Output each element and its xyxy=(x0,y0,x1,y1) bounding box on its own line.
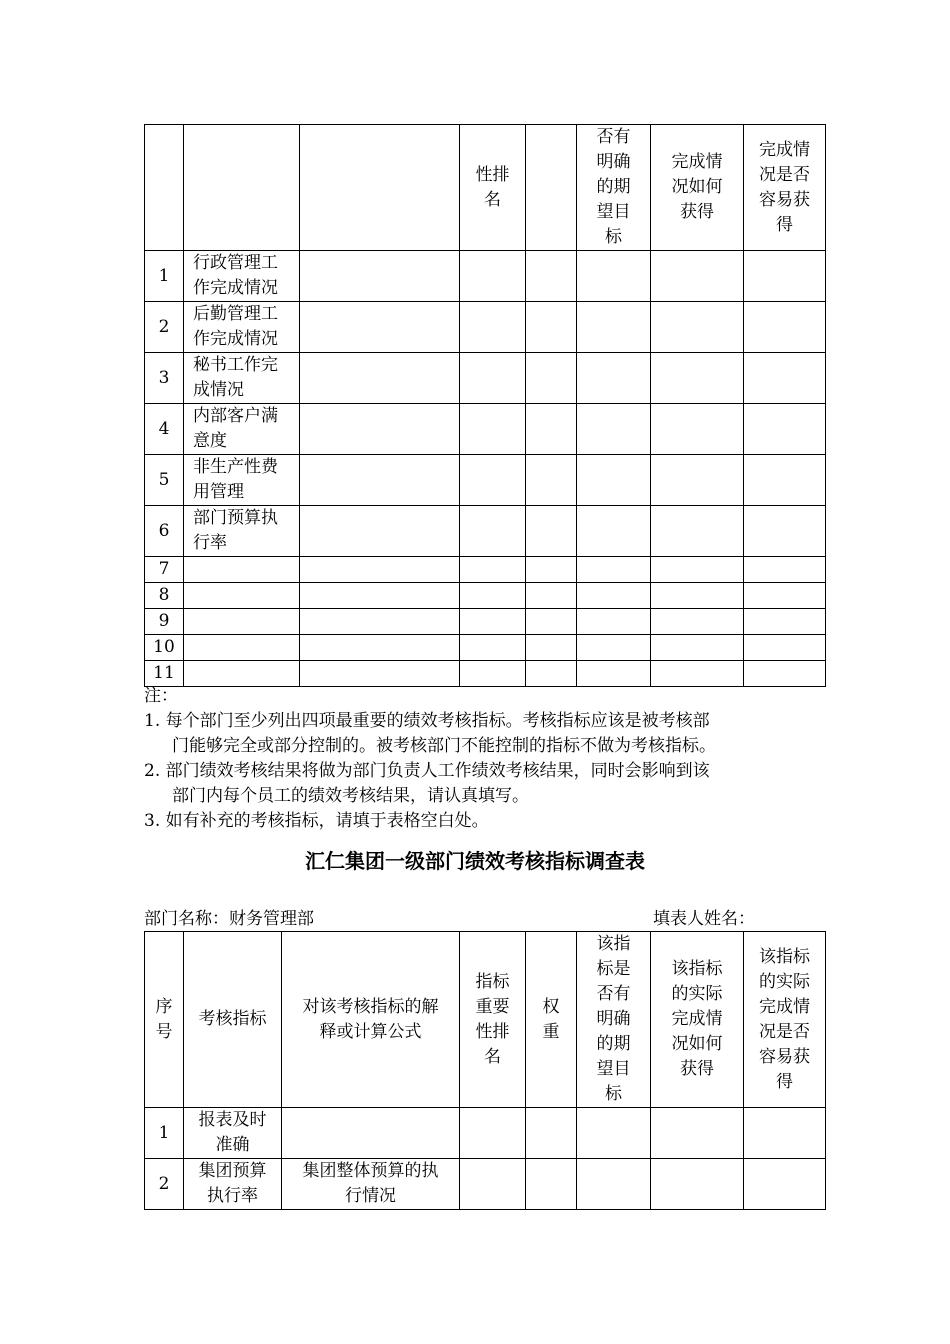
empty-cell xyxy=(526,1159,577,1210)
empty-cell xyxy=(651,557,744,583)
empty-cell xyxy=(300,661,460,687)
note-3: 3. 如有补充的考核指标，请填于表格空白处。 xyxy=(144,811,489,831)
empty-cell xyxy=(526,609,577,635)
empty-cell xyxy=(577,302,651,353)
table-row xyxy=(145,251,826,302)
note-2-line-1: 2. 部门绩效考核结果将做为部门负责人工作绩效考核结果，同时会影响到该 xyxy=(144,761,710,781)
header-cell: 指标 重要 性排 名 xyxy=(460,932,526,1108)
row-number: 5 xyxy=(145,455,184,506)
empty-cell xyxy=(526,455,577,506)
empty-cell xyxy=(460,583,526,609)
table-row xyxy=(145,302,826,353)
empty-cell xyxy=(651,455,744,506)
header-cell: 考核指标 xyxy=(184,932,282,1108)
row-number: 10 xyxy=(145,635,184,661)
header-cell: 权 重 xyxy=(526,932,577,1108)
empty-cell xyxy=(460,506,526,557)
empty-cell xyxy=(300,455,460,506)
row-number: 4 xyxy=(145,404,184,455)
empty-cell xyxy=(744,506,826,557)
note-2-line-2: 部门内每个员工的绩效考核结果，请认真填写。 xyxy=(172,786,529,806)
empty-cell xyxy=(300,583,460,609)
metric-cell: 部门预算执 行率 xyxy=(184,506,300,557)
table-row xyxy=(145,506,826,557)
metric-cell: 后勤管理工 作完成情况 xyxy=(184,302,300,353)
empty-cell xyxy=(460,609,526,635)
table-row xyxy=(145,455,826,506)
empty-cell xyxy=(744,635,826,661)
metric-cell xyxy=(184,609,300,635)
empty-cell xyxy=(460,1108,526,1159)
empty-cell xyxy=(526,1108,577,1159)
row-number: 9 xyxy=(145,609,184,635)
empty-cell xyxy=(651,609,744,635)
metric-cell xyxy=(184,635,300,661)
empty-cell xyxy=(300,302,460,353)
table-row xyxy=(145,635,826,661)
row-number: 1 xyxy=(145,251,184,302)
empty-cell xyxy=(577,353,651,404)
empty-cell xyxy=(651,404,744,455)
metric-cell xyxy=(184,557,300,583)
table-header-row xyxy=(145,932,826,1108)
header-cell: 性排 名 xyxy=(460,125,526,251)
empty-cell xyxy=(744,557,826,583)
empty-cell xyxy=(577,1108,651,1159)
empty-cell xyxy=(526,302,577,353)
empty-cell xyxy=(577,1159,651,1210)
metric-cell: 内部客户满 意度 xyxy=(184,404,300,455)
empty-cell xyxy=(744,1108,826,1159)
header-cell: 对该考核指标的解 释或计算公式 xyxy=(282,932,460,1108)
row-number: 6 xyxy=(145,506,184,557)
empty-cell xyxy=(526,251,577,302)
header-cell xyxy=(184,125,300,251)
empty-cell xyxy=(651,1108,744,1159)
header-cell: 序 号 xyxy=(145,932,184,1108)
metric-cell: 集团预算 执行率 xyxy=(184,1159,282,1210)
filler-name-label: 填表人姓名： xyxy=(653,909,755,929)
formula-cell: 集团整体预算的执 行情况 xyxy=(282,1159,460,1210)
header-cell: 完成情 况如何 获得 xyxy=(651,125,744,251)
note-1-line-1: 1. 每个部门至少列出四项最重要的绩效考核指标。考核指标应该是被考核部 xyxy=(144,711,710,731)
empty-cell xyxy=(460,251,526,302)
header-cell: 该指标 的实际 完成情 况如何 获得 xyxy=(651,932,744,1108)
table-row xyxy=(145,661,826,687)
empty-cell xyxy=(300,506,460,557)
empty-cell xyxy=(577,404,651,455)
header-cell: 否有 明确 的期 望目 标 xyxy=(577,125,651,251)
row-number: 2 xyxy=(145,1159,184,1210)
table-row xyxy=(145,353,826,404)
empty-cell xyxy=(744,583,826,609)
empty-cell xyxy=(577,635,651,661)
empty-cell xyxy=(300,251,460,302)
empty-cell xyxy=(577,251,651,302)
header-cell: 该指标 的实际 完成情 况是否 容易获 得 xyxy=(744,932,826,1108)
empty-cell xyxy=(577,455,651,506)
table-row xyxy=(145,609,826,635)
empty-cell xyxy=(526,635,577,661)
empty-cell xyxy=(744,404,826,455)
empty-cell xyxy=(651,583,744,609)
empty-cell xyxy=(651,302,744,353)
table-row xyxy=(145,583,826,609)
empty-cell xyxy=(651,506,744,557)
header-cell: 完成情 况是否 容易获 得 xyxy=(744,125,826,251)
empty-cell xyxy=(526,557,577,583)
empty-cell xyxy=(577,661,651,687)
header-cell xyxy=(300,125,460,251)
header-cell: 该指 标是 否有 明确 的期 望目 标 xyxy=(577,932,651,1108)
note-1-line-2: 门能够完全或部分控制的。被考核部门不能控制的指标不做为考核指标。 xyxy=(172,736,716,756)
table-row xyxy=(145,557,826,583)
metric-cell: 报表及时 准确 xyxy=(184,1108,282,1159)
row-number: 11 xyxy=(145,661,184,687)
row-number: 8 xyxy=(145,583,184,609)
metric-cell xyxy=(184,661,300,687)
empty-cell xyxy=(300,557,460,583)
empty-cell xyxy=(460,455,526,506)
empty-cell xyxy=(651,661,744,687)
empty-cell xyxy=(744,251,826,302)
notes-label: 注： xyxy=(144,686,178,706)
empty-cell xyxy=(526,404,577,455)
table-row xyxy=(145,1159,826,1210)
empty-cell xyxy=(744,455,826,506)
empty-cell xyxy=(300,635,460,661)
empty-cell xyxy=(526,583,577,609)
indicator-table-2 xyxy=(144,931,826,1210)
empty-cell xyxy=(460,302,526,353)
empty-cell xyxy=(460,1159,526,1210)
formula-cell xyxy=(282,1108,460,1159)
empty-cell xyxy=(300,404,460,455)
metric-cell xyxy=(184,583,300,609)
metric-cell: 秘书工作完 成情况 xyxy=(184,353,300,404)
empty-cell xyxy=(300,609,460,635)
header-cell xyxy=(526,125,577,251)
empty-cell xyxy=(744,353,826,404)
department-name: 部门名称：财务管理部 xyxy=(144,909,314,929)
empty-cell xyxy=(744,302,826,353)
empty-cell xyxy=(577,583,651,609)
metric-cell: 行政管理工 作完成情况 xyxy=(184,251,300,302)
header-cell xyxy=(145,125,184,251)
form-title: 汇仁集团一级部门绩效考核指标调查表 xyxy=(305,849,645,873)
empty-cell xyxy=(526,661,577,687)
empty-cell xyxy=(460,661,526,687)
row-number: 1 xyxy=(145,1108,184,1159)
empty-cell xyxy=(577,609,651,635)
empty-cell xyxy=(460,404,526,455)
empty-cell xyxy=(460,635,526,661)
indicator-table-1 xyxy=(144,124,826,687)
table-row xyxy=(145,1108,826,1159)
row-number: 2 xyxy=(145,302,184,353)
empty-cell xyxy=(526,353,577,404)
empty-cell xyxy=(460,353,526,404)
empty-cell xyxy=(577,506,651,557)
table-row xyxy=(145,404,826,455)
empty-cell xyxy=(651,353,744,404)
row-number: 3 xyxy=(145,353,184,404)
empty-cell xyxy=(577,557,651,583)
empty-cell xyxy=(651,251,744,302)
metric-cell: 非生产性费 用管理 xyxy=(184,455,300,506)
row-number: 7 xyxy=(145,557,184,583)
empty-cell xyxy=(744,1159,826,1210)
empty-cell xyxy=(460,557,526,583)
empty-cell xyxy=(744,609,826,635)
empty-cell xyxy=(300,353,460,404)
empty-cell xyxy=(526,506,577,557)
empty-cell xyxy=(651,635,744,661)
empty-cell xyxy=(744,661,826,687)
empty-cell xyxy=(651,1159,744,1210)
table-header-row xyxy=(145,125,826,251)
